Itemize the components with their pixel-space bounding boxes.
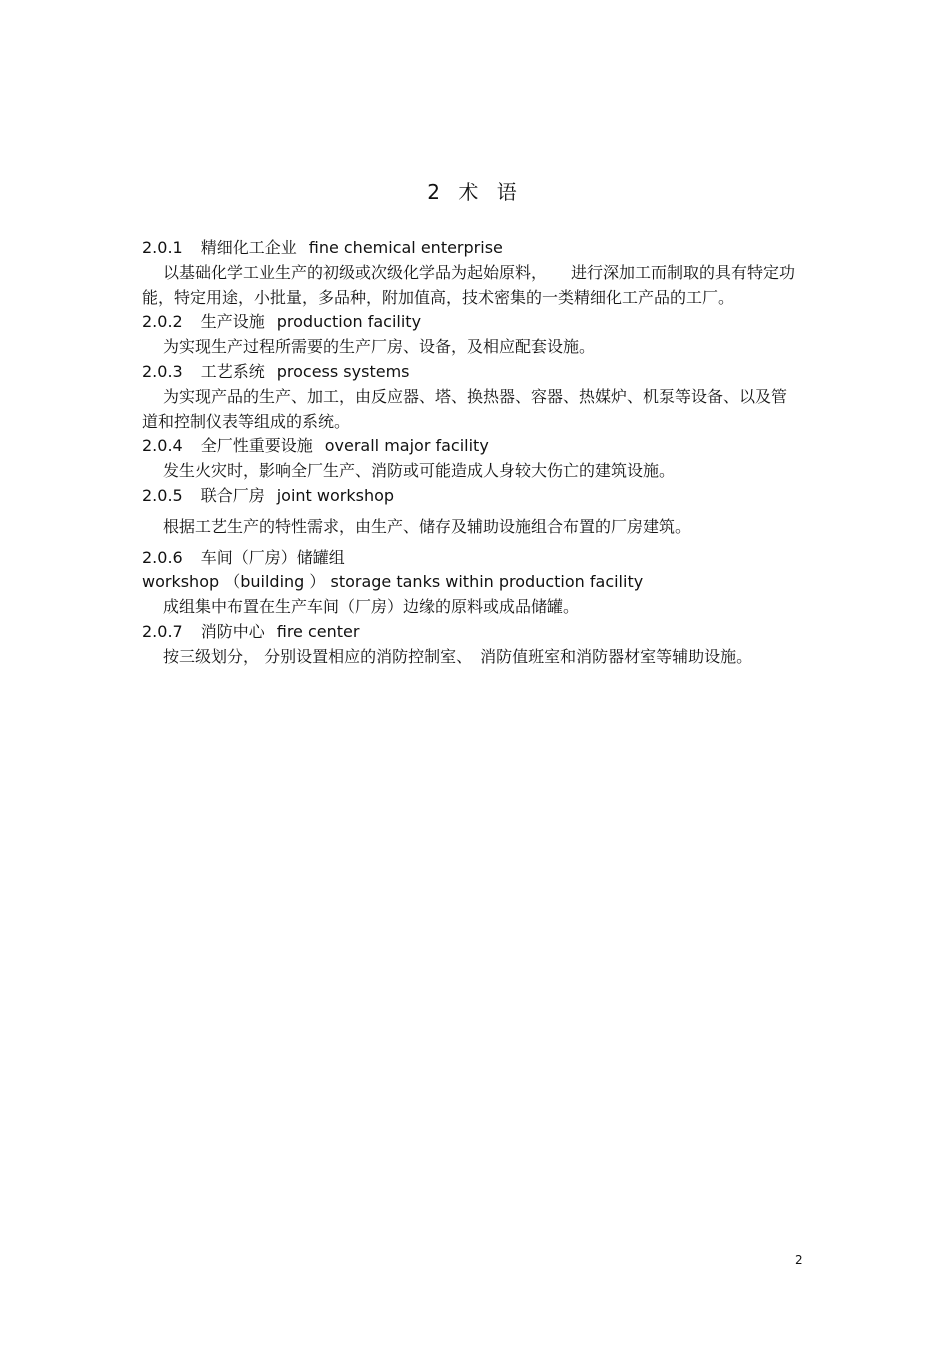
term-name-zh: 全厂性重要设施: [200, 436, 313, 456]
term-definition: 根据工艺生产的特性需求，由生产、储存及辅助设施组合布置的厂房建筑。: [163, 516, 692, 536]
section-title: 2 术 语: [427, 180, 523, 204]
term-name-zh: 消防中心: [200, 621, 265, 641]
term-heading: [142, 434, 802, 459]
term-definition: 发生火灾时，影响全厂生产、消防或可能造成人身较大伤亡的建筑设施。: [163, 461, 676, 481]
term-number: 2.0.7: [142, 621, 183, 641]
term-number: 2.0.6: [142, 547, 183, 567]
term-name-en: fire center: [276, 621, 360, 641]
page-number: 2: [795, 1253, 803, 1267]
term-name-zh: 车间（厂房）储罐组: [200, 547, 345, 567]
term-heading: [142, 484, 802, 509]
term-name-en: production facility: [276, 312, 422, 332]
term-number: 2.0.2: [142, 312, 183, 332]
term-number: 2.0.1: [142, 238, 183, 257]
term-heading: [142, 546, 802, 596]
term-name-zh: 工艺系统: [200, 361, 265, 381]
term-number: 2.0.3: [142, 361, 183, 381]
term-name-zh: 联合厂房: [200, 485, 265, 505]
term-name-zh: 精细化工企业: [200, 238, 297, 257]
term-name-en: process systems: [276, 361, 410, 381]
term-name-en: overall major facility: [324, 436, 489, 456]
term-heading: [142, 236, 802, 261]
term-heading: [142, 310, 802, 335]
term-definition: 按三级划分， 分别设置相应的消防控制室、 消防值班室和消防器材室等辅助设施。: [163, 646, 753, 666]
term-name-en: workshop （building ） storage tanks within production facility: [142, 572, 644, 592]
term-number: 2.0.4: [142, 436, 183, 456]
term-definition: 成组集中布置在生产车间（厂房）边缘的原料或成品储罐。: [163, 597, 580, 617]
term-definition: 以基础化学工业生产的初级或次级化学品为起始原料， 进行深加工而制取的具有特定功能，特定用途，小批量，多品种，附加值高，技术密集的一类精细化工产品的工厂。: [142, 262, 796, 307]
term-definition: 为实现产品的生产、加工，由反应器、塔、换热器、容器、热媒炉、机泵等设备、以及管道和控制仪表等组成的系统。: [142, 386, 788, 431]
term-name-en: joint workshop: [276, 485, 395, 505]
term-heading: [142, 620, 802, 645]
term-name-en: fine chemical enterprise: [308, 238, 503, 257]
terms-list: [142, 236, 802, 670]
term-number: 2.0.5: [142, 485, 183, 505]
term-heading: [142, 360, 802, 385]
term-name-zh: 生产设施: [200, 312, 265, 332]
term-definition: 为实现生产过程所需要的生产厂房、设备，及相应配套设施。: [163, 337, 596, 357]
